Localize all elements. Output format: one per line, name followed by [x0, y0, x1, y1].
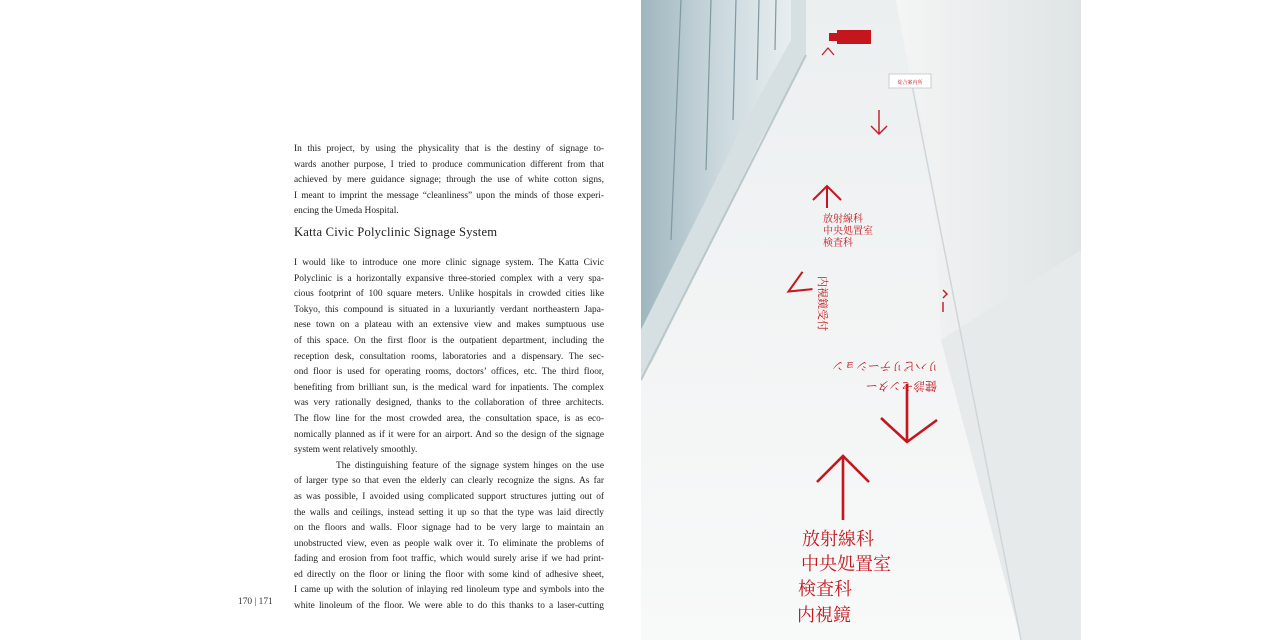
text-line: I meant to imprint the message “cleanliness” upon the minds of those experi- — [294, 190, 604, 201]
large-sign-line-2: 中央処置室 — [801, 554, 891, 575]
text-line: encing the Umeda Hospital. — [294, 206, 399, 217]
text-line: on the floors and walls. Floor signage had to be very large to maintain an — [294, 523, 604, 534]
text-line: ed directly on the floor or lining the floor with some kind of adhesive sheet, — [294, 569, 604, 580]
section-heading: Katta Civic Polyclinic Signage System — [294, 225, 498, 239]
right-margin — [1081, 0, 1280, 640]
paragraph-intro — [294, 142, 604, 220]
page-numbers: 170 | 171 — [238, 597, 273, 607]
upside-down-sign-line-2: リハビリテーション — [832, 359, 939, 373]
middle-sign-line-3: 検査科 — [823, 238, 853, 249]
text-line: benefiting from brilliant sun, is the medical ward for inpatients. The complex — [294, 382, 604, 393]
body-text — [294, 256, 604, 615]
middle-sign-line-2: 中央処置室 — [823, 226, 873, 237]
text-line: system went relatively smoothly. — [294, 445, 418, 456]
large-sign-line-4: 内視鏡 — [797, 605, 851, 626]
far-wall-sign-text: 総合案内所 — [897, 80, 923, 86]
hallway-photo — [641, 0, 1081, 640]
far-red-sign-tab — [829, 33, 837, 41]
middle-sign-line-1: 放射線科 — [823, 214, 863, 225]
text-line: nomically planned as if it were for an airport. And so the design of the signage — [294, 429, 604, 440]
text-line: nese town on a plateau with an extensive view and makes sumptuous use — [294, 320, 604, 331]
text-line: I would like to introduce one more clinic signage system. The Katta Civic — [294, 258, 604, 268]
far-red-sign — [837, 30, 871, 44]
text-line: wards another purpose, I tried to produce communication different from that — [294, 159, 604, 170]
text-line: white linoleum of the floor. We were able to do this thanks to a laser-cutting — [294, 601, 604, 612]
text-line: fading and erosion from foot traffic, which would surely arise if we had print- — [294, 554, 604, 565]
text-line: The flow line for the most crowded area, the consultation space, is as eco- — [294, 413, 604, 424]
large-sign-line-1: 放射線科 — [802, 529, 874, 550]
upside-down-sign-line-1: 健診センター — [865, 379, 937, 393]
text-line: the walls and ceilings, instead setting it up so that the type was laid directly — [294, 507, 604, 518]
text-line: reception desk, consultation rooms, laboratories and a dispensary. The sec- — [294, 351, 604, 362]
text-line: I came up with the solution of inlaying red linoleum type and symbols into the — [294, 585, 604, 596]
text-line: Polyclinic is a horizontally expansive three-storied complex with a very spa- — [294, 273, 604, 284]
large-sign-line-3: 検査科 — [798, 579, 852, 600]
text-line: unobstructed view, even as people walk over it. To eliminate the problems of — [294, 538, 604, 549]
text-line: of larger type so that even the elderly can clearly recognize the signs. As far — [294, 476, 604, 487]
rotated-side-sign: 内視鏡受付 — [816, 276, 829, 331]
text-line: ond floor is used for operating rooms, doctors’ offices, etc. The third floor, — [294, 367, 604, 378]
text-line: was very rationally designed, thanks to the collaboration of three architects. — [294, 398, 604, 409]
text-line: The distinguishing feature of the signage system hinges on the use — [336, 460, 604, 471]
text-line: cious footprint of 100 square meters. Unlike hospitals in crowded cities like — [294, 289, 604, 300]
text-line: as was possible, I avoided using complicated support structures jutting out of — [294, 491, 604, 502]
text-line: In this project, by using the physicality that is the destiny of signage to- — [294, 144, 604, 154]
text-line: of this space. On the first floor is the outpatient department, including the — [294, 335, 604, 346]
hallway-illustration — [641, 0, 1081, 640]
text-line: Tokyo, this compound is situated in a luxuriantly verdant northeastern Japa- — [294, 304, 604, 315]
text-line: achieved by mere guidance signage; through the use of white cotton signs, — [294, 175, 604, 186]
